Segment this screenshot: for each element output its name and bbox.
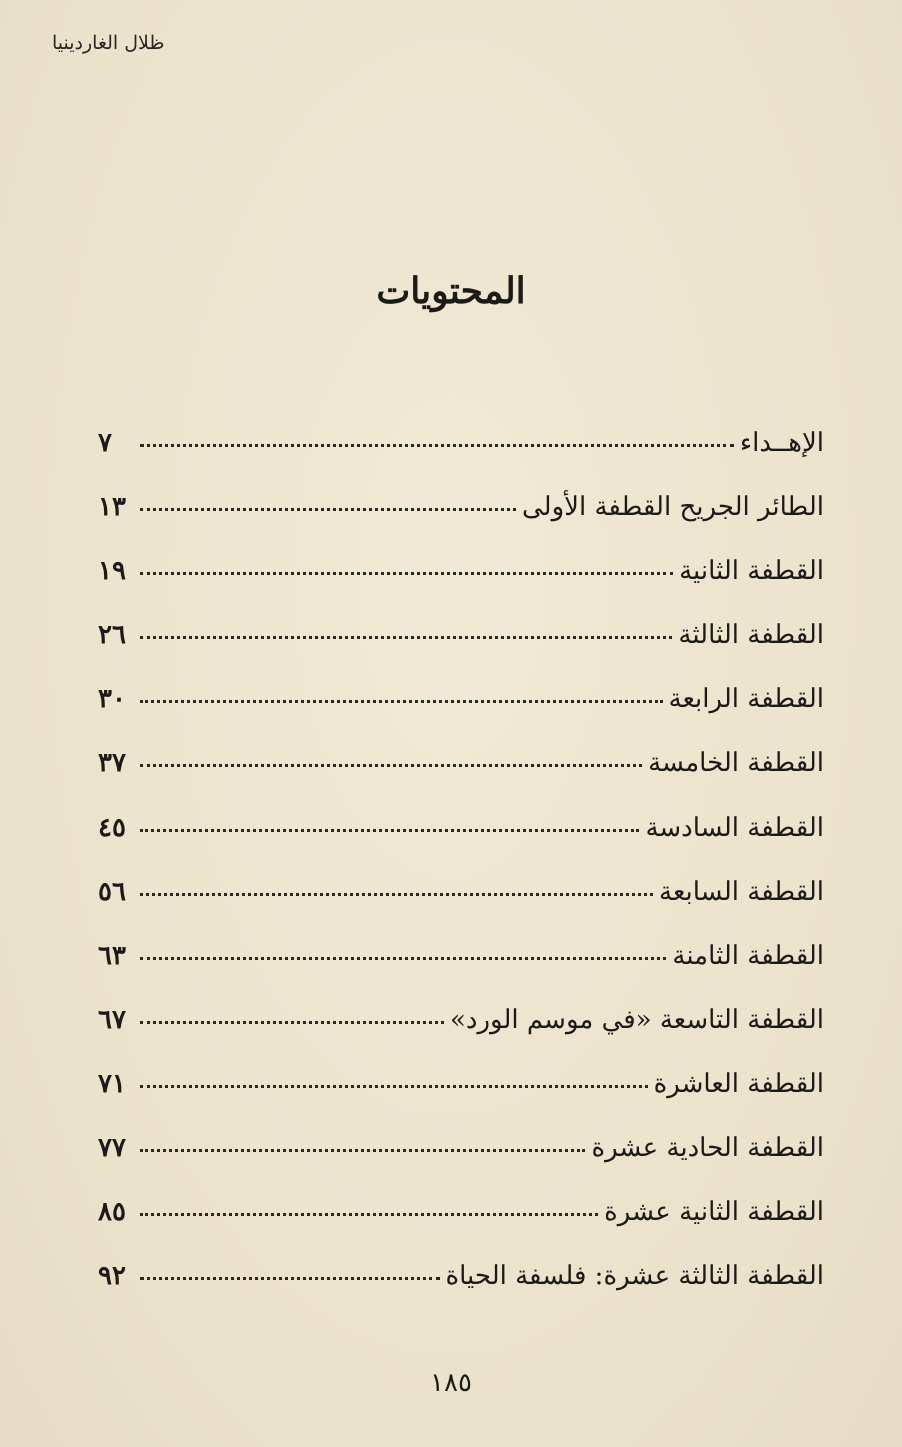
toc-entry-title: القطفة الثالثة xyxy=(678,620,824,651)
toc-page-number: ١٩ xyxy=(98,556,126,587)
toc-entry xyxy=(98,1005,824,1069)
toc-entry-title: القطفة الثامنة xyxy=(672,940,824,971)
toc-entry-title: القطفة الحادية عشرة xyxy=(591,1133,824,1164)
toc-entry xyxy=(98,684,824,748)
toc-entry xyxy=(98,1197,824,1261)
toc-page-number: ٧١ xyxy=(98,1068,126,1099)
toc-page-number: ١٣ xyxy=(98,492,126,523)
dot-leader xyxy=(140,700,663,703)
dot-leader xyxy=(140,1149,585,1152)
toc-entry-title: القطفة السابعة xyxy=(659,876,824,907)
toc-entry xyxy=(98,492,824,556)
toc-entry-title: القطفة الخامسة xyxy=(648,748,824,779)
toc-entry xyxy=(98,1069,824,1133)
dot-leader xyxy=(140,508,516,511)
toc-page-number: ٧ xyxy=(98,428,112,458)
toc-entry xyxy=(98,1261,824,1325)
toc-list xyxy=(98,428,824,1325)
dot-leader xyxy=(140,444,734,447)
toc-entry xyxy=(98,428,824,492)
dot-leader xyxy=(140,957,666,960)
dot-leader xyxy=(140,829,639,832)
toc-entry-title: القطفة الثانية xyxy=(679,556,824,587)
dot-leader xyxy=(140,1085,648,1088)
toc-entry-title: القطفة الثانية عشرة xyxy=(604,1197,824,1228)
toc-entry xyxy=(98,748,824,812)
dot-leader xyxy=(140,893,653,896)
toc-entry-title: القطفة السادسة xyxy=(645,812,824,843)
dot-leader xyxy=(140,1277,440,1280)
toc-entry xyxy=(98,941,824,1005)
toc-page-number: ٢٦ xyxy=(98,620,126,651)
toc-entry-title: القطفة العاشرة xyxy=(653,1068,824,1099)
toc-entry-title: القطفة التاسعة «في موسم الورد» xyxy=(449,1004,824,1035)
dot-leader xyxy=(140,764,642,767)
toc-page-number: ٧٧ xyxy=(98,1133,126,1164)
toc-page-number: ٣٧ xyxy=(98,748,126,779)
page-number: ١٨٥ xyxy=(430,1368,472,1398)
toc-page-number: ٥٦ xyxy=(98,876,126,907)
toc-entry xyxy=(98,620,824,684)
toc-entry xyxy=(98,556,824,620)
toc-entry-title: الطائر الجريح القطفة الأولى xyxy=(522,492,824,523)
toc-page-number: ٣٠ xyxy=(98,684,126,715)
toc-entry-title: القطفة الثالثة عشرة: فلسفة الحياة xyxy=(445,1261,824,1292)
toc-page-number: ٤٥ xyxy=(98,812,126,843)
toc-entry xyxy=(98,813,824,877)
toc-entry xyxy=(98,877,824,941)
dot-leader xyxy=(140,1021,444,1024)
dot-leader xyxy=(140,1213,598,1216)
dot-leader xyxy=(140,636,672,639)
toc-entry-title: الإهــداء xyxy=(739,428,824,458)
dot-leader xyxy=(140,572,673,575)
toc-page-number: ٦٣ xyxy=(98,940,126,971)
toc-entry-title: القطفة الرابعة xyxy=(668,684,824,715)
toc-page-number: ٩٢ xyxy=(98,1261,126,1292)
toc-entry xyxy=(98,1133,824,1197)
toc-page-number: ٨٥ xyxy=(98,1197,126,1228)
toc-page-number: ٦٧ xyxy=(98,1004,126,1035)
page-title: المحتويات xyxy=(376,270,526,312)
running-header: ظلال الغاردينيا xyxy=(52,32,165,54)
